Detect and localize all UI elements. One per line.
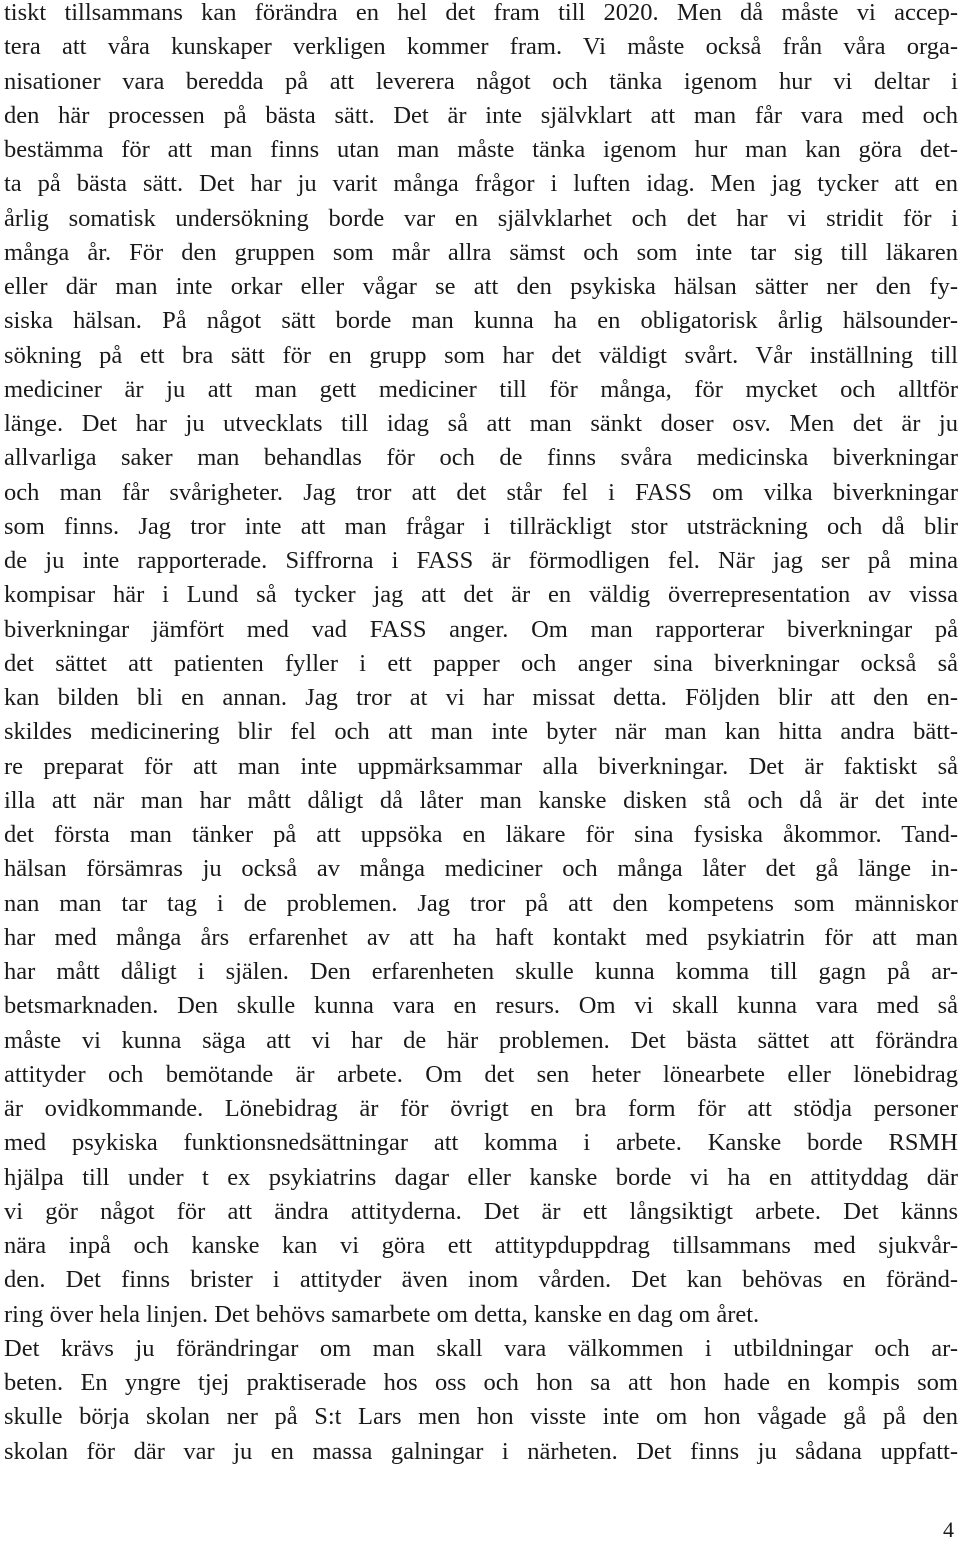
text-line: beten. En yngre tjej praktiserade hos oss och hon sa att hon hade en kompis som (4, 1369, 958, 1396)
text-line: allvarliga saker man behandlas för och de finns svåra medicinska biverkningar (4, 444, 958, 472)
text-line: vi gör något för att ändra attityderna. Det är ett långsiktigt arbete. Det känns (4, 1197, 958, 1225)
text-line: biverkningar jämfört med vad FASS anger. Om man rapporterar biverkningar på (4, 615, 958, 643)
text-line: nan man tar tag i de problemen. Jag tror på att den kompetens som människor (4, 889, 958, 917)
text-line: många år. För den gruppen som mår allra sämst och som inte tar sig till läkaren (4, 238, 958, 266)
text-line: som finns. Jag tror inte att man frågar i tillräckligt stor utsträckning och då blir (4, 512, 958, 540)
text-line: bestämma för att man finns utan man måste tänka igenom hur man kan göra det- (4, 136, 958, 163)
text-line: hjälpa till under t ex psykiatrins dagar eller kanske borde vi ha en attityddag där (4, 1163, 958, 1191)
text-line: det första man tänker på att uppsöka en läkare för sina fysiska åkommor. Tand- (4, 821, 958, 848)
text-line: kompisar här i Lund så tycker jag att det är en väldig överrepresentation av vissa (4, 581, 958, 609)
text-line: tera att våra kunskaper verkligen kommer fram. Vi måste också från våra orga- (4, 33, 958, 61)
text-line: är ovidkommande. Lönebidrag är för övrigt en bra form för att stödja personer (4, 1095, 958, 1122)
text-line: har med många års erfarenhet av att ha haft kontakt med psykiatrin för att man (4, 923, 958, 951)
text-line: skolan för där var ju en massa galningar i närheten. Det finns ju sådana uppfatt- (4, 1437, 958, 1465)
text-line: illa att när man har mått dåligt då låter man kanske disken stå och då är det inte (4, 786, 958, 814)
body-text (4, 0, 958, 1469)
text-line: länge. Det har ju utvecklats till idag så att man sänkt doser osv. Men det är ju (4, 410, 958, 437)
text-line: eller där man inte orkar eller vågar se att den psykiska hälsan sätter ner den fy- (4, 273, 958, 300)
text-line: nisationer vara beredda på att leverera något och tänka igenom hur vi deltar i (4, 67, 958, 95)
text-line: attityder och bemötande är arbete. Om det sen heter lönearbete eller lönebidrag (4, 1060, 958, 1088)
text-line: mediciner är ju att man gett mediciner till för många, för mycket och alltför (4, 375, 958, 403)
text-line: Det krävs ju förändringar om man skall vara välkommen i utbildningar och ar- (4, 1334, 958, 1362)
text-line: den. Det finns brister i attityder även inom vården. Det kan behövas en föränd- (4, 1266, 958, 1294)
text-line: ta på bästa sätt. Det har ju varit många frågor i luften idag. Men jag tycker att en (4, 170, 958, 198)
text-line: nära inpå och kanske kan vi göra ett attitypduppdrag tillsammans med sjukvår- (4, 1232, 958, 1259)
text-line: sökning på ett bra sätt för en grupp som har det väldigt svårt. Vår inställning till (4, 341, 958, 369)
page-number: 4 (943, 1517, 954, 1542)
text-line: har mått dåligt i själen. Den erfarenheten skulle kunna komma till gagn på ar- (4, 958, 958, 985)
text-line: re preparat för att man inte uppmärksammar alla biverkningar. Det är faktiskt så (4, 752, 958, 780)
text-line: med psykiska funktionsnedsättningar att komma i arbete. Kanske borde RSMH (4, 1129, 958, 1157)
text-line: måste vi kunna säga att vi har de här problemen. Det bästa sättet att förändra (4, 1026, 958, 1054)
text-line: kan bilden bli en annan. Jag tror at vi har missat detta. Följden blir att den en- (4, 684, 958, 711)
text-line: den här processen på bästa sätt. Det är inte självklart att man får vara med och (4, 101, 958, 129)
text-line: de ju inte rapporterade. Siffrorna i FASS är förmodligen fel. När jag ser på mina (4, 547, 958, 574)
text-line: och man får svårigheter. Jag tror att det står fel i FASS om vilka biverkningar (4, 478, 958, 506)
text-line: årlig somatisk undersökning borde var en självklarhet och det har vi stridit för i (4, 204, 958, 232)
text-line: betsmarknaden. Den skulle kunna vara en resurs. Om vi skall kunna vara med så (4, 992, 958, 1020)
text-line: skulle börja skolan ner på S:t Lars men hon visste inte om hon vågade gå på den (4, 1403, 958, 1431)
text-line: skildes medicinering blir fel och att man inte byter när man kan hitta andra bätt- (4, 718, 958, 746)
text-line: ring över hela linjen. Det behövs samarbete om detta, kanske en dag om året. (4, 1300, 760, 1328)
text-line: tiskt tillsammans kan förändra en hel det fram till 2020. Men då måste vi accep- (4, 0, 958, 26)
text-line: det sättet att patienten fyller i ett papper och anger sina biverkningar också så (4, 649, 958, 677)
text-line: hälsan försämras ju också av många mediciner och många låter det gå länge in- (4, 855, 958, 883)
text-line: siska hälsan. På något sätt borde man kunna ha en obligatorisk årlig hälsounder- (4, 307, 958, 335)
